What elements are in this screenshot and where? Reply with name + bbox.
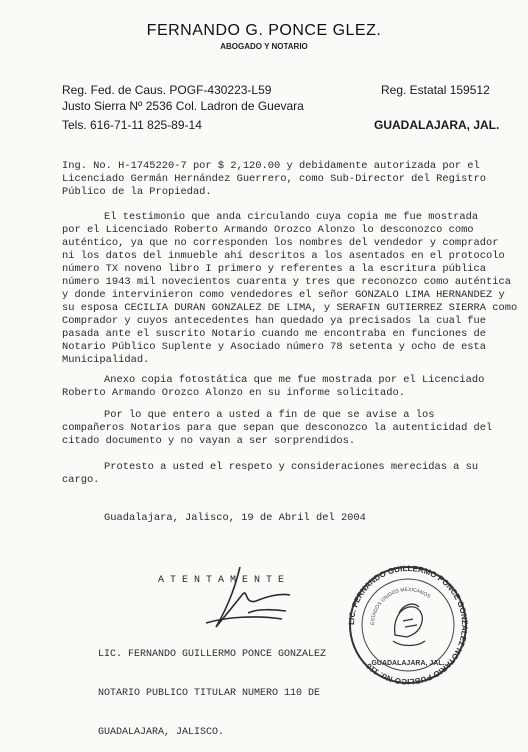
- paragraph-line: compañeros Notarios para que sepan que desconozco la autenticidad del: [62, 422, 493, 434]
- paragraph-4: [62, 409, 502, 448]
- signer-line: LIC. FERNANDO GUILLERMO PONCE GONZALEZ: [98, 649, 327, 660]
- seal-bottom-text: GUADALAJARA, JAL.: [371, 660, 445, 667]
- paragraph-line: Municipalidad.: [62, 354, 150, 366]
- paragraph-line: número TX noveno libro I primero y referentes a la escritura pública: [62, 263, 487, 275]
- paragraph-line: ni los datos del inmueble ahí descritos a los asentados en el protocolo: [62, 250, 505, 262]
- paragraph-1: [62, 160, 502, 199]
- paragraph-line: por el Licenciado Roberto Armando Orozco Alonzo lo desconozco como: [62, 224, 474, 236]
- notary-name: FERNANDO G. PONCE GLEZ.: [146, 22, 382, 39]
- notary-title: ABOGADO Y NOTARIO: [220, 42, 308, 51]
- reg-fed: Reg. Fed. de Caus. POGF-430223-L59: [62, 83, 272, 97]
- paragraph-2: [62, 211, 518, 367]
- paragraph-line: cargo.: [62, 474, 100, 486]
- paragraph-line: Roberto Armando Orozco Alonzo en su informe solicitado.: [62, 387, 405, 399]
- seal-inner-text: ESTADOS UNIDOS MEXICANOS: [369, 586, 432, 626]
- paragraph-line: Público de la Propiedad.: [62, 186, 212, 198]
- paragraph-5: [62, 461, 502, 487]
- svg-text:LIC. FERNANDO GUILLERMO PONCE: [347, 565, 469, 685]
- paragraph-line: número 1943 mil novecientos cuarenta y tres que reconozco como auténtica: [62, 276, 511, 288]
- paragraph-line: auténtico, ya que no corresponden los nombres del vendedor y comprador: [62, 237, 499, 249]
- paragraph-line: Protesto a usted el respeto y consideraciones merecidas a su: [104, 461, 479, 473]
- notary-seal: [333, 565, 483, 685]
- paragraph-line: pasada ante el suscrito Notario cuando me encontraba en funciones de: [62, 328, 487, 340]
- address: Justo Sierra Nº 2536 Col. Ladron de Guevara: [62, 99, 304, 113]
- paragraph-line: Ing. No. H-1745220-7 por $ 2,120.00 y debidamente autorizada por el: [62, 160, 480, 172]
- paragraph-line: El testimonio que anda circulando cuya copia me fue mostrada: [104, 211, 479, 223]
- paragraph-3: [62, 374, 502, 400]
- eagle-emblem-icon: [393, 604, 425, 645]
- city: GUADALAJARA, JAL.: [374, 118, 500, 132]
- paragraph-line: Comprador y cuyos antecedentes han quedado ya precisados la cual fue: [62, 315, 487, 327]
- closing-salutation: A T E N T A M E N T E: [158, 575, 285, 586]
- signer-line: GUADALAJARA, JALISCO.: [98, 727, 225, 738]
- phones: Tels. 616-71-11 825-89-14: [62, 118, 202, 132]
- paragraph-line: Notario Público Suplente y Asociado número 78 setenta y ocho de esta: [62, 341, 487, 353]
- paragraph-line: su esposa CECILIA DURAN GONZALEZ DE LIMA, y SERAFIN GUTIERREZ SIERRA como: [62, 302, 518, 314]
- paragraph-line: Anexo copia fotostática que me fue mostrada por el Licenciado: [104, 374, 485, 386]
- paragraph-line: Licenciado Germán Hernández Guerrero, como Sub-Director del Registro: [62, 173, 487, 185]
- seal-outer-text: LIC. FERNANDO GUILLERMO PONCE GONZALEZ NOTARIO PUBLICO No. 110: [346, 565, 470, 685]
- signer-line: NOTARIO PUBLICO TITULAR NUMERO 110 DE: [98, 688, 321, 699]
- paragraph-line: y donde intervinieron como vendedores el señor GONZALO LIMA HERNANDEZ y: [62, 289, 505, 301]
- paragraph-line: Por lo que entero a usted a fin de que se avise a los: [104, 409, 435, 421]
- signer-block: [98, 622, 326, 752]
- letter-date: Guadalajara, Jalisco, 19 de Abril del 2004: [104, 512, 366, 524]
- paragraph-line: citado documento y no vayan a ser sorprendidos.: [62, 435, 356, 447]
- reg-estatal: Reg. Estatal 159512: [381, 83, 490, 97]
